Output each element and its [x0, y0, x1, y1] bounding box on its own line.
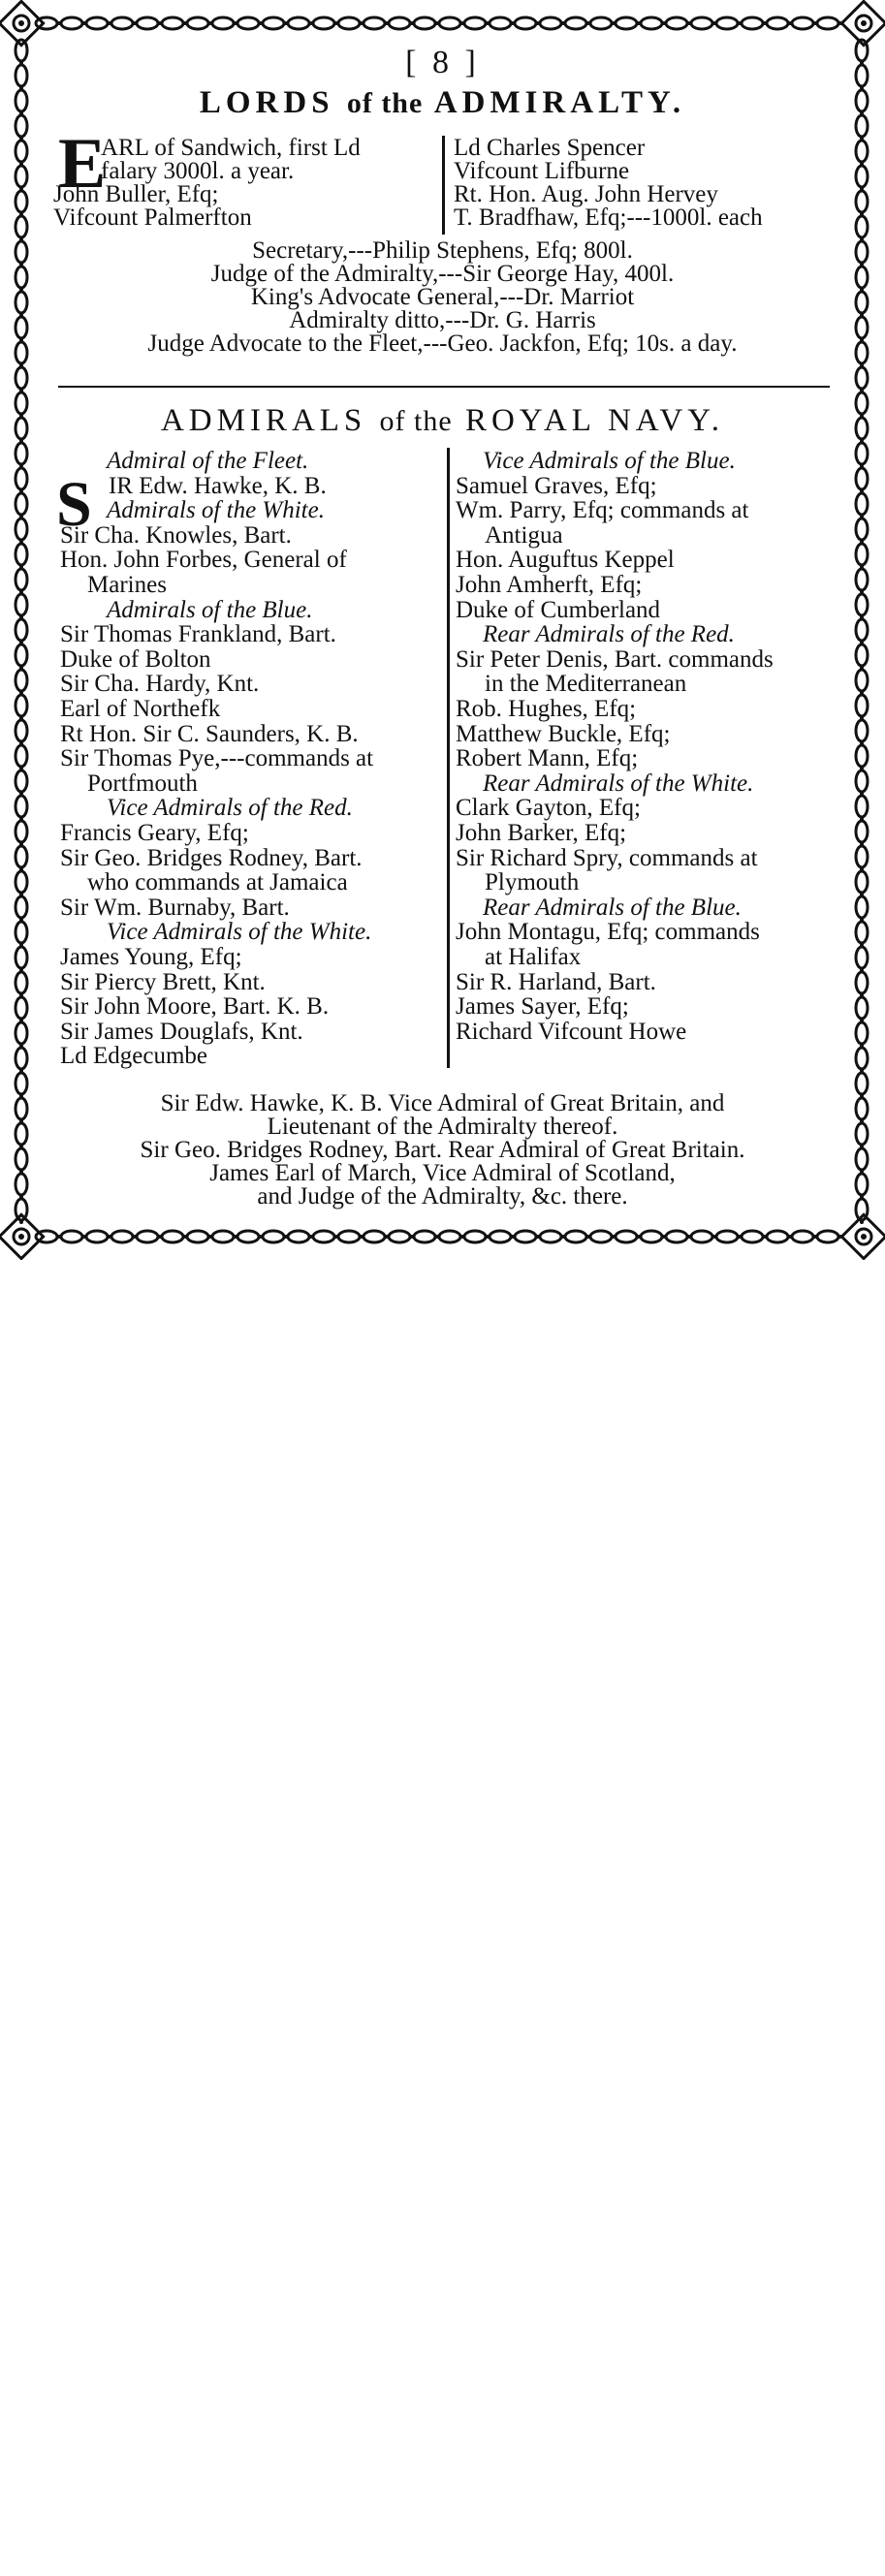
border-link	[263, 17, 284, 29]
border-link	[856, 367, 868, 389]
border-link	[16, 720, 27, 741]
border-dot	[19, 1220, 23, 1224]
border-link	[792, 17, 813, 29]
border-link	[86, 1231, 108, 1242]
border-link	[691, 17, 712, 29]
page-number: [ 8 ]	[405, 45, 480, 80]
border-link	[856, 871, 868, 893]
border-link	[856, 166, 868, 187]
border-link	[565, 1231, 586, 1242]
border-link	[666, 1231, 687, 1242]
border-link	[16, 468, 27, 489]
border-link	[641, 1231, 662, 1242]
admiral-entry: Marines	[87, 572, 167, 598]
lords-heading-part2: ADMIRALTY.	[433, 85, 686, 120]
admiral-entry: James Sayer, Efq;	[456, 993, 629, 1021]
border-link	[540, 17, 561, 29]
admirals-dropcap: S	[56, 469, 92, 540]
border-link	[856, 922, 868, 943]
border-link	[111, 1231, 133, 1242]
border-link	[16, 569, 27, 590]
border-link	[414, 1231, 435, 1242]
admiral-entry: in the Mediterranean	[485, 671, 687, 698]
lords-heading-of: of the	[346, 87, 424, 119]
officer-line: Secretary,---Philip Stephens, Efq; 800l.	[252, 237, 633, 264]
rank-heading: Admirals of the White.	[107, 497, 325, 524]
admiral-entry: Sir Thomas Frankland, Bart.	[60, 621, 336, 648]
admiral-entry: Richard Vifcount Howe	[456, 1018, 687, 1045]
lords-right-line: T. Bradfhaw, Efq;---1000l. each	[454, 204, 763, 231]
admiral-entry: John Amherft, Efq;	[456, 572, 643, 598]
admiral-entry: Duke of Bolton	[60, 645, 211, 673]
border-link	[16, 644, 27, 666]
border-link	[856, 947, 868, 968]
border-link	[16, 695, 27, 716]
border-link	[338, 17, 360, 29]
admiral-entry: Rob. Hughes, Efq;	[456, 696, 637, 722]
border-link	[792, 1231, 813, 1242]
footer-line: Lieutenant of the Admiralty thereof.	[267, 1114, 618, 1140]
border-link	[16, 518, 27, 540]
border-link	[856, 821, 868, 842]
border-link	[16, 821, 27, 842]
admiral-entry: Robert Mann, Efq;	[456, 745, 639, 772]
document-page	[0, 0, 885, 1260]
border-link	[856, 518, 868, 540]
admiral-entry: Sir Richard Spry, commands at	[456, 844, 758, 871]
admiral-entry: Sir R. Harland, Bart.	[456, 968, 656, 995]
admiral-entry: Sir Wm. Burnaby, Bart.	[60, 894, 290, 921]
border-link	[16, 493, 27, 515]
admiral-entry: Plymouth	[485, 869, 580, 896]
rank-heading: Vice Admirals of the White.	[107, 919, 372, 946]
border-link	[856, 141, 868, 162]
border-link	[515, 1231, 536, 1242]
border-link	[363, 17, 385, 29]
admirals-heading	[0, 405, 885, 437]
officer-line: King's Advocate General,---Dr. Marriot	[250, 284, 635, 310]
border-link	[856, 720, 868, 741]
lords-left-line: falary 3000l. a year.	[101, 158, 295, 184]
border-link	[16, 972, 27, 993]
border-link	[86, 17, 108, 29]
border-link	[856, 1022, 868, 1044]
admiral-entry: IR Edw. Hawke, K. B.	[109, 472, 327, 499]
rank-heading: Rear Admirals of the Red.	[483, 621, 735, 648]
border-link	[856, 644, 868, 666]
admiral-entry: Sir James Douglafs, Knt.	[60, 1018, 303, 1045]
border-link	[61, 17, 82, 29]
border-link	[61, 1231, 82, 1242]
section-rule	[58, 386, 830, 388]
rank-heading: Admirals of the Blue.	[107, 596, 313, 623]
border-link	[515, 17, 536, 29]
border-link	[36, 17, 57, 29]
admiral-entry: Wm. Parry, Efq; commands at	[456, 497, 749, 524]
lords-left-line: Vifcount Palmerfton	[53, 204, 252, 231]
admiral-entry: Sir Thomas Pye,---commands at	[60, 745, 374, 772]
border-link	[817, 1231, 838, 1242]
border-link	[36, 1231, 57, 1242]
corner-ornament-dot	[18, 20, 24, 26]
border-link	[16, 796, 27, 817]
border-link	[856, 544, 868, 565]
border-link	[237, 17, 259, 29]
border-link	[16, 947, 27, 968]
admirals-heading-of: of the	[379, 405, 453, 437]
admiral-entry: Hon. John Forbes, General of	[60, 547, 347, 574]
border-link	[616, 17, 637, 29]
border-link	[137, 1231, 158, 1242]
border-link	[856, 468, 868, 489]
border-link	[187, 17, 208, 29]
rank-heading: Rear Admirals of the Blue.	[483, 894, 742, 921]
border-link	[16, 846, 27, 867]
officer-line: Judge of the Admiralty,---Sir George Hay, 400l.	[210, 261, 675, 287]
border-link	[16, 1022, 27, 1044]
border-link	[856, 191, 868, 212]
border-link	[856, 745, 868, 767]
border-link	[313, 1231, 334, 1242]
admiral-entry: Francis Geary, Efq;	[60, 820, 249, 846]
border-link	[16, 216, 27, 237]
footer-line: and Judge of the Admiralty, &c. there.	[257, 1183, 628, 1209]
border-link	[389, 17, 410, 29]
border-link	[439, 1231, 460, 1242]
admirals-heading-part2: ROYAL NAVY.	[464, 403, 725, 438]
border-link	[16, 770, 27, 792]
border-link	[16, 544, 27, 565]
border-link	[464, 17, 486, 29]
admiral-entry: Clark Gayton, Efq;	[456, 795, 641, 822]
border-link	[16, 141, 27, 162]
border-dot	[838, 1235, 842, 1239]
admiral-entry: Rt Hon. Sir C. Saunders, K. B.	[60, 720, 359, 747]
lords-right-line: Ld Charles Spencer	[454, 135, 646, 161]
border-link	[16, 166, 27, 187]
border-link	[16, 922, 27, 943]
admiral-entry: Sir Cha. Knowles, Bart.	[60, 521, 292, 549]
border-link	[590, 1231, 612, 1242]
border-link	[742, 1231, 763, 1242]
border-link	[16, 1048, 27, 1069]
lords-dropcap: E	[58, 124, 107, 204]
border-link	[817, 17, 838, 29]
border-link	[288, 1231, 309, 1242]
border-link	[237, 1231, 259, 1242]
border-link	[856, 493, 868, 515]
rank-heading: Admiral of the Fleet.	[107, 448, 309, 474]
border-link	[856, 896, 868, 918]
admiral-entry: Duke of Cumberland	[456, 596, 661, 623]
rank-heading: Vice Admirals of the Red.	[107, 795, 353, 822]
admiral-entry: Hon. Auguftus Keppel	[456, 547, 675, 574]
watermark: alamy	[424, 2560, 461, 2576]
border-link	[742, 17, 763, 29]
border-link	[212, 1231, 234, 1242]
border-link	[16, 871, 27, 893]
watermark-band	[0, 1260, 885, 2576]
border-link	[856, 594, 868, 615]
footer-line: Sir Geo. Bridges Rodney, Bart. Rear Admiral of Great Britain.	[140, 1137, 745, 1163]
border-link	[616, 1231, 637, 1242]
border-link	[16, 594, 27, 615]
lords-heading	[0, 87, 885, 119]
admiral-entry: Sir Cha. Hardy, Knt.	[60, 671, 260, 698]
border-link	[313, 17, 334, 29]
admiral-entry: Samuel Graves, Efq;	[456, 472, 657, 499]
border-dot	[860, 1220, 864, 1224]
corner-ornament-dot	[861, 20, 867, 26]
border-link	[16, 191, 27, 212]
admiral-entry: Portfmouth	[87, 770, 198, 797]
admiral-entry: Sir Geo. Bridges Rodney, Bart.	[60, 844, 363, 871]
lords-right-line: Rt. Hon. Aug. John Hervey	[454, 181, 718, 207]
border-link	[856, 216, 868, 237]
border-link	[464, 1231, 486, 1242]
border-link	[856, 770, 868, 792]
border-link	[590, 17, 612, 29]
admiral-entry: Sir John Moore, Bart. K. B.	[60, 993, 330, 1021]
border-link	[856, 1048, 868, 1069]
admiral-entry: James Young, Efq;	[60, 944, 242, 970]
lords-column-divider	[442, 136, 445, 235]
border-link	[767, 1231, 788, 1242]
corner-ornament-dot	[861, 1234, 867, 1240]
admirals-column-divider	[447, 448, 450, 1068]
admiral-entry: Antigua	[485, 521, 563, 549]
footer-line: James Earl of March, Vice Admiral of Scotland,	[209, 1160, 676, 1186]
admiral-entry: Sir Peter Denis, Bart. commands	[456, 645, 774, 673]
border-link	[856, 846, 868, 867]
lords-left-line: ARL of Sandwich, first Ld	[101, 135, 361, 161]
border-link	[691, 1231, 712, 1242]
border-link	[856, 972, 868, 993]
admiral-entry: who commands at Jamaica	[87, 869, 348, 896]
border-link	[767, 17, 788, 29]
border-link	[263, 1231, 284, 1242]
border-link	[16, 367, 27, 389]
border-link	[856, 997, 868, 1019]
border-link	[856, 695, 868, 716]
border-link	[16, 896, 27, 918]
admiral-entry: Earl of Northefk	[60, 696, 221, 722]
border-link	[187, 1231, 208, 1242]
border-link	[137, 17, 158, 29]
corner-ornament-dot	[18, 1234, 24, 1240]
border-link	[439, 17, 460, 29]
border-link	[338, 1231, 360, 1242]
admiral-entry: John Montagu, Efq; commands	[456, 919, 760, 946]
border-link	[666, 17, 687, 29]
border-dot	[838, 21, 842, 25]
footer-line: Sir Edw. Hawke, K. B. Vice Admiral of Great Britain, and	[160, 1090, 725, 1116]
border-link	[490, 17, 511, 29]
border-link	[540, 1231, 561, 1242]
rank-heading: Vice Admirals of the Blue.	[483, 448, 736, 474]
admiral-entry: Ld Edgecumbe	[60, 1043, 208, 1070]
border-link	[16, 745, 27, 767]
border-link	[856, 443, 868, 464]
border-link	[490, 1231, 511, 1242]
border-link	[856, 619, 868, 641]
admiral-entry: Matthew Buckle, Efq;	[456, 720, 671, 747]
border-link	[716, 17, 738, 29]
border-link	[856, 569, 868, 590]
lords-left-line: John Buller, Efq;	[53, 181, 219, 207]
border-link	[111, 17, 133, 29]
admirals-heading-part1: ADMIRALS	[160, 403, 367, 438]
border-link	[389, 1231, 410, 1242]
border-link	[856, 796, 868, 817]
rank-heading: Rear Admirals of the White.	[483, 770, 754, 797]
admiral-entry: at Halifax	[485, 944, 582, 970]
border-link	[716, 1231, 738, 1242]
border-link	[363, 1231, 385, 1242]
lords-heading-part1: LORDS	[199, 85, 334, 120]
border-link	[16, 443, 27, 464]
border-link	[212, 17, 234, 29]
border-link	[162, 1231, 183, 1242]
officer-line: Admiralty ditto,---Dr. G. Harris	[289, 307, 596, 333]
admiral-entry: John Barker, Efq;	[456, 820, 627, 846]
officer-line: Judge Advocate to the Fleet,---Geo. Jackfon, Efq; 10s. a day.	[147, 330, 738, 357]
admiral-entry: Sir Piercy Brett, Knt.	[60, 968, 266, 995]
border-link	[16, 997, 27, 1019]
border-link	[641, 17, 662, 29]
lords-right-line: Vifcount Lifburne	[454, 158, 630, 184]
border-link	[16, 670, 27, 691]
border-link	[162, 17, 183, 29]
border-link	[565, 17, 586, 29]
border-link	[288, 17, 309, 29]
border-link	[16, 619, 27, 641]
border-link	[856, 670, 868, 691]
border-link	[414, 17, 435, 29]
